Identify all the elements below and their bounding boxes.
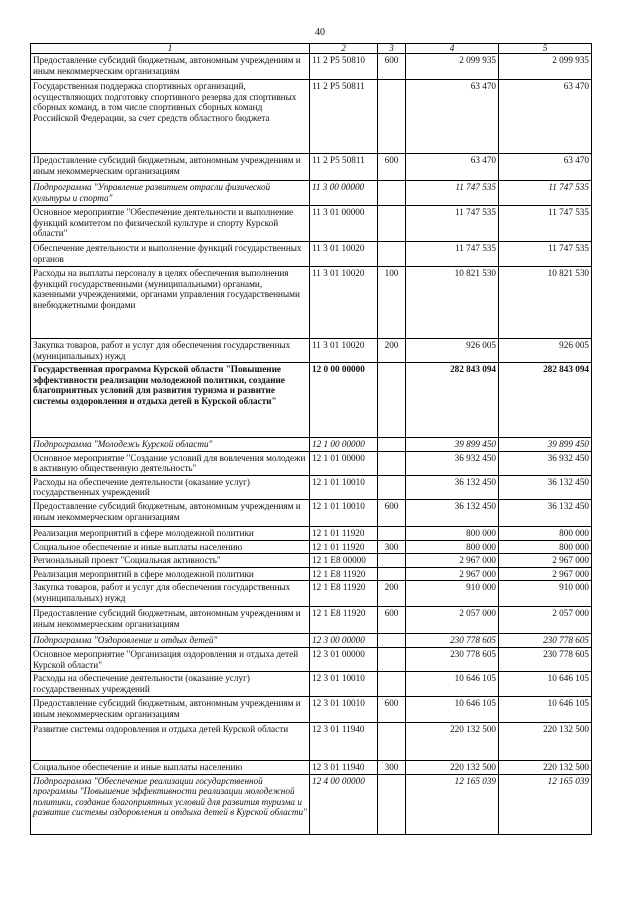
- cell-expense-type: [378, 451, 406, 475]
- cell-name: Социальное обеспечение и иные выплаты населению: [31, 540, 310, 554]
- cell-code: 11 3 00 00000: [310, 181, 378, 206]
- table-row: [31, 54, 592, 80]
- cell-name: Предоставление субсидий бюджетным, автономным учреждениям и иным некоммерческим организациям: [31, 607, 310, 634]
- table-body: [31, 54, 592, 835]
- cell-name: Основное мероприятие "Организация оздоровления и отдыха детей Курской области": [31, 647, 310, 671]
- cell-amount-1: 230 778 605: [406, 634, 499, 648]
- cell-amount-2: 36 132 450: [499, 475, 592, 499]
- cell-amount-1: 10 646 105: [406, 672, 499, 697]
- cell-name: Предоставление субсидий бюджетным, автономным учреждениям и иным некоммерческим организациям: [31, 697, 310, 723]
- cell-name: Подпрограмма "Молодежь Курской области": [31, 438, 310, 452]
- cell-amount-1: 36 132 450: [406, 475, 499, 499]
- cell-expense-type: [378, 527, 406, 541]
- cell-code: 12 1 Е8 11920: [310, 567, 378, 581]
- cell-amount-2: 800 000: [499, 527, 592, 541]
- cell-name: Предоставление субсидий бюджетным, автономным учреждениям и иным некоммерческим организациям: [31, 500, 310, 527]
- cell-amount-1: 2 099 935: [406, 54, 499, 80]
- cell-amount-2: 2 967 000: [499, 554, 592, 568]
- cell-name: Обеспечение деятельности и выполнение функций государственных органов: [31, 242, 310, 267]
- cell-amount-1: 63 470: [406, 154, 499, 181]
- cell-code: 11 3 01 10020: [310, 242, 378, 267]
- header-col-3: 3: [378, 44, 406, 54]
- cell-expense-type: 600: [378, 500, 406, 527]
- cell-amount-1: 2 967 000: [406, 567, 499, 581]
- cell-code: 12 1 Е8 11920: [310, 581, 378, 607]
- cell-code: 11 2 Р5 50811: [310, 80, 378, 154]
- cell-amount-1: 63 470: [406, 80, 499, 154]
- cell-code: 12 1 01 10010: [310, 475, 378, 499]
- header-col-4: 4: [406, 44, 499, 54]
- cell-amount-2: 39 899 450: [499, 438, 592, 452]
- table-row: [31, 451, 592, 475]
- cell-amount-1: 12 165 039: [406, 774, 499, 834]
- cell-amount-2: 282 843 094: [499, 363, 592, 438]
- cell-code: 11 3 01 10020: [310, 339, 378, 363]
- cell-name: Предоставление субсидий бюджетным, автономным учреждениям и иным некоммерческим организациям: [31, 154, 310, 181]
- cell-amount-2: 63 470: [499, 154, 592, 181]
- cell-amount-1: 910 000: [406, 581, 499, 607]
- cell-expense-type: [378, 774, 406, 834]
- cell-amount-1: 220 132 500: [406, 723, 499, 761]
- cell-code: 12 1 Е8 11920: [310, 607, 378, 634]
- cell-amount-2: 230 778 605: [499, 634, 592, 648]
- cell-code: 12 3 01 10010: [310, 672, 378, 697]
- cell-name: Подпрограмма "Оздоровление и отдых детей": [31, 634, 310, 648]
- cell-expense-type: 200: [378, 339, 406, 363]
- cell-amount-1: 926 005: [406, 339, 499, 363]
- cell-expense-type: [378, 206, 406, 242]
- cell-expense-type: 600: [378, 54, 406, 80]
- cell-name: Закупка товаров, работ и услуг для обеспечения государственных (муниципальных) нужд: [31, 339, 310, 363]
- table-row: [31, 154, 592, 181]
- cell-amount-1: 2 057 000: [406, 607, 499, 634]
- cell-expense-type: 100: [378, 267, 406, 339]
- cell-code: 12 3 01 11940: [310, 761, 378, 775]
- table-row: [31, 80, 592, 154]
- cell-code: 12 1 Е8 00000: [310, 554, 378, 568]
- cell-amount-2: 220 132 500: [499, 723, 592, 761]
- cell-code: 11 3 01 00000: [310, 206, 378, 242]
- table-row: [31, 339, 592, 363]
- cell-name: Основное мероприятие "Создание условий для вовлечения молодежи в активную общественную деятельность": [31, 451, 310, 475]
- cell-amount-2: 910 000: [499, 581, 592, 607]
- cell-amount-1: 10 646 105: [406, 697, 499, 723]
- cell-amount-1: 36 932 450: [406, 451, 499, 475]
- cell-name: Предоставление субсидий бюджетным, автономным учреждениям и иным некоммерческим организациям: [31, 54, 310, 80]
- cell-amount-1: 220 132 500: [406, 761, 499, 775]
- cell-amount-1: 39 899 450: [406, 438, 499, 452]
- cell-amount-2: 926 005: [499, 339, 592, 363]
- cell-code: 12 1 01 11920: [310, 540, 378, 554]
- header-col-2: 2: [310, 44, 378, 54]
- table-row: [31, 723, 592, 761]
- cell-name: Закупка товаров, работ и услуг для обеспечения государственных (муниципальных) нужд: [31, 581, 310, 607]
- cell-code: 11 3 01 10020: [310, 267, 378, 339]
- table-row: [31, 181, 592, 206]
- cell-expense-type: [378, 242, 406, 267]
- table-row: [31, 607, 592, 634]
- cell-name: Социальное обеспечение и иные выплаты населению: [31, 761, 310, 775]
- cell-name: Расходы на обеспечение деятельности (оказание услуг) государственных учреждений: [31, 672, 310, 697]
- cell-expense-type: [378, 475, 406, 499]
- table-row: [31, 527, 592, 541]
- cell-amount-2: 10 646 105: [499, 672, 592, 697]
- header-row: [31, 44, 592, 54]
- cell-name: Подпрограмма "Обеспечение реализации государственной программы "Повышение эффективности реализации молодежной политики, создание благоприятных условий для развития туризма и развитие системы оздоровления и отдыха детей в Курской области": [31, 774, 310, 834]
- cell-amount-2: 2 057 000: [499, 607, 592, 634]
- cell-amount-2: 800 000: [499, 540, 592, 554]
- cell-expense-type: 600: [378, 697, 406, 723]
- cell-expense-type: 600: [378, 154, 406, 181]
- cell-code: 12 3 00 00000: [310, 634, 378, 648]
- table-row: [31, 267, 592, 339]
- cell-name: Реализация мероприятий в сфере молодежной политики: [31, 527, 310, 541]
- cell-name: Основное мероприятие "Обеспечение деятельности и выполнение функций комитетом по физической культуре и спорту Курской области": [31, 206, 310, 242]
- cell-amount-2: 11 747 535: [499, 181, 592, 206]
- cell-expense-type: [378, 672, 406, 697]
- cell-code: 12 1 01 00000: [310, 451, 378, 475]
- cell-amount-1: 230 778 605: [406, 647, 499, 671]
- cell-amount-1: 11 747 535: [406, 206, 499, 242]
- cell-name: Государственная программа Курской области "Повышение эффективности реализации молодежной политики, создание благоприятных условий для развития туризма и развитие системы оздоровления и отдыха детей в Курской области": [31, 363, 310, 438]
- cell-amount-2: 2 967 000: [499, 567, 592, 581]
- cell-code: 12 0 00 00000: [310, 363, 378, 438]
- cell-expense-type: [378, 181, 406, 206]
- cell-expense-type: [378, 438, 406, 452]
- cell-amount-2: 10 821 530: [499, 267, 592, 339]
- cell-expense-type: [378, 567, 406, 581]
- cell-amount-1: 11 747 535: [406, 242, 499, 267]
- cell-code: 12 1 01 10010: [310, 500, 378, 527]
- cell-expense-type: [378, 647, 406, 671]
- cell-amount-2: 220 132 500: [499, 761, 592, 775]
- cell-name: Расходы на выплаты персоналу в целях обеспечения выполнения функций государственными (муниципальными) органами, казенными учреждениями, органами управления государственными внебюджетными фондами: [31, 267, 310, 339]
- cell-code: 12 1 01 11920: [310, 527, 378, 541]
- cell-amount-2: 10 646 105: [499, 697, 592, 723]
- table-row: [31, 438, 592, 452]
- cell-amount-2: 2 099 935: [499, 54, 592, 80]
- page-number: 40: [315, 27, 325, 38]
- cell-name: Подпрограмма "Управление развитием отрасли физической культуры и спорта": [31, 181, 310, 206]
- cell-amount-1: 800 000: [406, 527, 499, 541]
- cell-name: Реализация мероприятий в сфере молодежной политики: [31, 567, 310, 581]
- cell-amount-1: 282 843 094: [406, 363, 499, 438]
- cell-amount-2: 12 165 039: [499, 774, 592, 834]
- table-row: [31, 672, 592, 697]
- cell-amount-1: 800 000: [406, 540, 499, 554]
- cell-amount-1: 2 967 000: [406, 554, 499, 568]
- cell-amount-2: 36 932 450: [499, 451, 592, 475]
- cell-amount-2: 63 470: [499, 80, 592, 154]
- table-row: [31, 540, 592, 554]
- cell-amount-2: 11 747 535: [499, 206, 592, 242]
- cell-expense-type: [378, 363, 406, 438]
- table-row: [31, 363, 592, 438]
- cell-code: 11 2 Р5 50811: [310, 154, 378, 181]
- header-col-5: 5: [499, 44, 592, 54]
- cell-code: 12 3 01 10010: [310, 697, 378, 723]
- cell-expense-type: 600: [378, 607, 406, 634]
- cell-name: Государственная поддержка спортивных организаций, осуществляющих подготовку спортивного резерва для спортивных сборных команд, в том числе спортивных сборных команд Российской Федерации, за счет средств областного бюджета: [31, 80, 310, 154]
- table-row: [31, 206, 592, 242]
- cell-amount-2: 36 132 450: [499, 500, 592, 527]
- table-row: [31, 761, 592, 775]
- cell-amount-1: 10 821 530: [406, 267, 499, 339]
- cell-code: 12 3 01 00000: [310, 647, 378, 671]
- cell-expense-type: [378, 80, 406, 154]
- table-row: [31, 634, 592, 648]
- cell-expense-type: [378, 723, 406, 761]
- table-row: [31, 567, 592, 581]
- cell-code: 12 1 00 00000: [310, 438, 378, 452]
- cell-expense-type: [378, 554, 406, 568]
- budget-table: [30, 43, 592, 835]
- cell-code: 12 3 01 11940: [310, 723, 378, 761]
- cell-name: Развитие системы оздоровления и отдыха детей Курской области: [31, 723, 310, 761]
- table-row: [31, 774, 592, 834]
- cell-code: 12 4 00 00000: [310, 774, 378, 834]
- cell-amount-2: 11 747 535: [499, 242, 592, 267]
- cell-code: 11 2 Р5 50810: [310, 54, 378, 80]
- cell-expense-type: [378, 634, 406, 648]
- cell-expense-type: 300: [378, 761, 406, 775]
- table-row: [31, 242, 592, 267]
- cell-name: Региональный проект "Социальная активность": [31, 554, 310, 568]
- table-row: [31, 581, 592, 607]
- cell-amount-1: 36 132 450: [406, 500, 499, 527]
- cell-expense-type: 200: [378, 581, 406, 607]
- cell-amount-1: 11 747 535: [406, 181, 499, 206]
- table-row: [31, 697, 592, 723]
- table-row: [31, 475, 592, 499]
- cell-amount-2: 230 778 605: [499, 647, 592, 671]
- cell-expense-type: 300: [378, 540, 406, 554]
- cell-name: Расходы на обеспечение деятельности (оказание услуг) государственных учреждений: [31, 475, 310, 499]
- header-col-1: 1: [31, 44, 310, 54]
- table-row: [31, 647, 592, 671]
- table-row: [31, 500, 592, 527]
- table-row: [31, 554, 592, 568]
